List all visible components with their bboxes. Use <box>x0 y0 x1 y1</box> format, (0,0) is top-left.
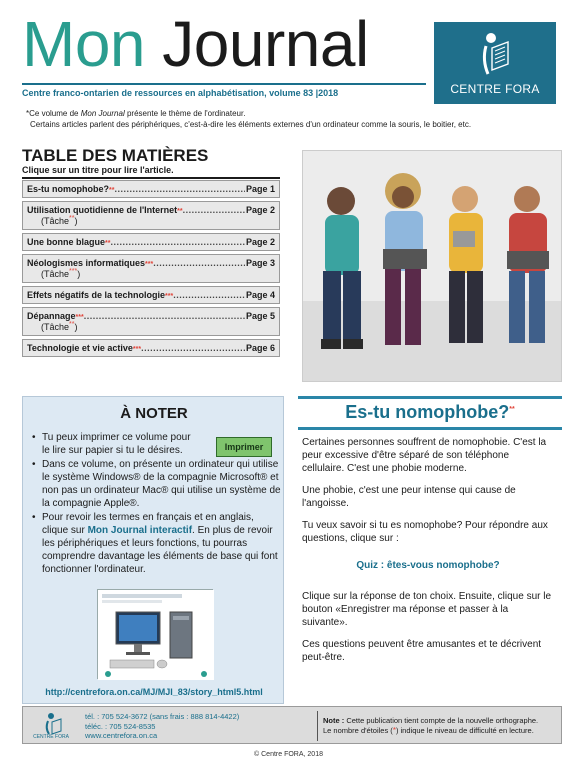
task-label: (Tâche <box>41 322 70 332</box>
note-b3-suffix: . En plus de revoir les périphériques et leurs fonctions, tu pourras comprendre davantage les éléments de base qui font fonctionner l'ordinateur. <box>42 525 278 575</box>
toc-item-depannage[interactable]: Dépannage *** ..... Page 5 (Tâche**) <box>22 307 280 336</box>
people-with-devices-photo <box>302 150 562 382</box>
toc-rule <box>22 177 280 179</box>
footer-fax: téléc. : 705 524-8535 <box>85 721 156 731</box>
task-stars: ** <box>69 215 75 222</box>
journal-title <box>22 8 369 80</box>
toc-item-label: Une bonne blague <box>27 237 106 247</box>
leader-dots <box>114 184 245 194</box>
article-rule-top <box>298 396 562 399</box>
toc-item-task: (Tâche**) <box>41 215 78 226</box>
intro-prefix: *Ce volume de <box>26 109 81 118</box>
toc-item-neologismes[interactable]: Néologismes informatiques *** ..... Page 3 (Tâche***) <box>22 254 280 283</box>
toc-item-nomophobe[interactable]: Es-tu nomophobe? ** ..... Page 1 <box>22 180 280 198</box>
interactive-journal-url[interactable]: http://centrefora.on.ca/MJ/MJI_83/story_html5.html <box>45 687 263 697</box>
toc-item-effets[interactable]: Effets négatifs de la technologie *** ..... Page 4 <box>22 286 280 304</box>
toc-item-vie-active[interactable]: Technologie et vie active *** ..... Page 6 <box>22 339 280 357</box>
header-subtitle: Centre franco-ontarien de ressources en alphabétisation, volume 83 |2018 <box>22 88 339 98</box>
toc-item-task: (Tâche***) <box>41 268 81 279</box>
article-paragraph: Clique sur la réponse de ton choix. Ensuite, clique sur le bouton «Enregistrer ma réponse et passer à la suivante». <box>302 591 552 628</box>
intro-line-2: Certains articles parlent des périphériques, c'est-à-dire les éléments externes d'un ordinateur comme la souris, le boitier, etc. <box>30 120 472 129</box>
toc-item-page: Page 2 <box>245 205 275 215</box>
note-title: À NOTER <box>120 405 188 422</box>
task-stars: ** <box>69 321 75 328</box>
note-bullet-print: • Tu peux imprimer ce volume pour le lire sur papier si tu le désires. <box>31 431 196 457</box>
footer-note <box>323 716 559 736</box>
article-paragraph: Certaines personnes souffrent de nomophobie. C'est la peur excessive d'être séparé de son téléphone cellulaire. C'est une phobie moderne. <box>302 437 547 474</box>
footer-tel: tél. : 705 524-3672 (sans frais : 888 814-4422) <box>85 712 240 721</box>
interactive-journal-thumbnail[interactable] <box>97 589 213 679</box>
article-body <box>302 436 554 673</box>
quiz-link[interactable]: Quiz : êtes-vous nomophobe? <box>356 560 500 571</box>
toc-item-label: Es-tu nomophobe? <box>27 184 109 194</box>
article-title-stars: ** <box>509 406 515 413</box>
article-rule-bottom <box>298 427 562 430</box>
leader-dots <box>110 237 245 247</box>
photo-illustration <box>303 151 562 382</box>
toc-item-label: Effets négatifs de la technologie <box>27 290 166 300</box>
note-bullet-windows: • Dans ce volume, on présente un ordinateur qui utilise le système Windows® de la compagnie Microsoft® et non pas un ordinateur Mac® qui utilise un système de la compagnie Apple®. <box>31 458 281 510</box>
toc-item-page: Page 1 <box>245 184 275 194</box>
toc-title: TABLE DES MATIÈRES <box>22 146 209 165</box>
title-journal: Journal <box>162 8 369 80</box>
leader-dots <box>173 290 245 300</box>
task-stars: *** <box>69 268 78 275</box>
toc-item-blague[interactable]: Une bonne blague ** ..... Page 2 <box>22 233 280 251</box>
note-list <box>31 431 281 577</box>
toc-item-label: Technologie et vie active <box>27 343 133 353</box>
copyright: © Centre FORA, 2018 <box>254 751 323 758</box>
toc-help: Clique sur un titre pour lire l'article. <box>22 165 174 175</box>
toc-item-label: Dépannage <box>27 311 76 321</box>
centre-fora-logo[interactable] <box>434 22 556 104</box>
header-rule <box>22 83 426 85</box>
toc-item-internet[interactable]: Utilisation quotidienne de l'Internet ** ..... Page 2 (Tâche**) <box>22 201 280 230</box>
stars-legend-prefix: Le nombre d'étoiles ( <box>323 726 393 735</box>
toc-item-page: Page 5 <box>245 311 275 321</box>
footer-contact <box>85 712 239 741</box>
note-label: Note : <box>323 716 345 725</box>
interactive-journal-link[interactable]: Mon Journal interactif <box>87 525 193 536</box>
leader-dots <box>84 311 245 321</box>
leader-dots <box>183 205 245 215</box>
intro-suffix: présente le thème de l'ordinateur. <box>124 109 246 118</box>
article-title <box>298 402 562 423</box>
footer-divider <box>317 711 318 741</box>
toc-item-label: Utilisation quotidienne de l'Internet <box>27 205 178 215</box>
reader-figure-icon <box>478 30 512 76</box>
footer <box>22 706 562 744</box>
toc-list <box>22 180 280 360</box>
footer-logo-text: CENTRE FORA <box>33 734 69 740</box>
toc-item-page: Page 2 <box>245 237 275 247</box>
toc-item-task: (Tâche**) <box>41 321 78 332</box>
title-mon: Mon <box>22 8 145 80</box>
article-paragraph: Tu veux savoir si tu es nomophobe? Pour répondre aux questions, clique sur : <box>302 520 548 544</box>
intro-note <box>26 108 556 130</box>
note-panel <box>22 396 284 704</box>
article-title-text: Es-tu nomophobe? <box>345 402 510 422</box>
article-paragraph: Une phobie, c'est une peur intense qui cause de l'angoisse. <box>302 485 516 509</box>
toc-item-page: Page 4 <box>245 290 275 300</box>
note-text: Cette publication tient compte de la nouvelle orthographe. <box>344 716 539 725</box>
toc-item-page: Page 6 <box>245 343 275 353</box>
toc-item-label: Néologismes informatiques <box>27 258 146 268</box>
stars-legend-symbol: * <box>392 726 396 735</box>
task-label: (Tâche <box>41 216 70 226</box>
leader-dots <box>153 258 245 268</box>
print-button[interactable]: Imprimer <box>216 437 272 457</box>
logo-text: CENTRE FORA <box>450 82 540 96</box>
article-paragraph: Ces questions peuvent être amusantes et te décrivent peut-être. <box>302 639 542 663</box>
stars-legend-suffix: ) indique le niveau de difficulté en lecture. <box>395 726 534 735</box>
note-bullet-interactive <box>31 511 281 576</box>
leader-dots <box>141 343 245 353</box>
note-b3-prefix: Pour revoir les termes en français et en anglais, clique sur <box>42 512 254 536</box>
intro-italic: Mon Journal <box>80 109 125 118</box>
task-label: (Tâche <box>41 269 70 279</box>
footer-web-link[interactable]: www.centrefora.on.ca <box>85 731 158 740</box>
toc-item-page: Page 3 <box>245 258 275 268</box>
computer-illustration <box>98 590 214 680</box>
